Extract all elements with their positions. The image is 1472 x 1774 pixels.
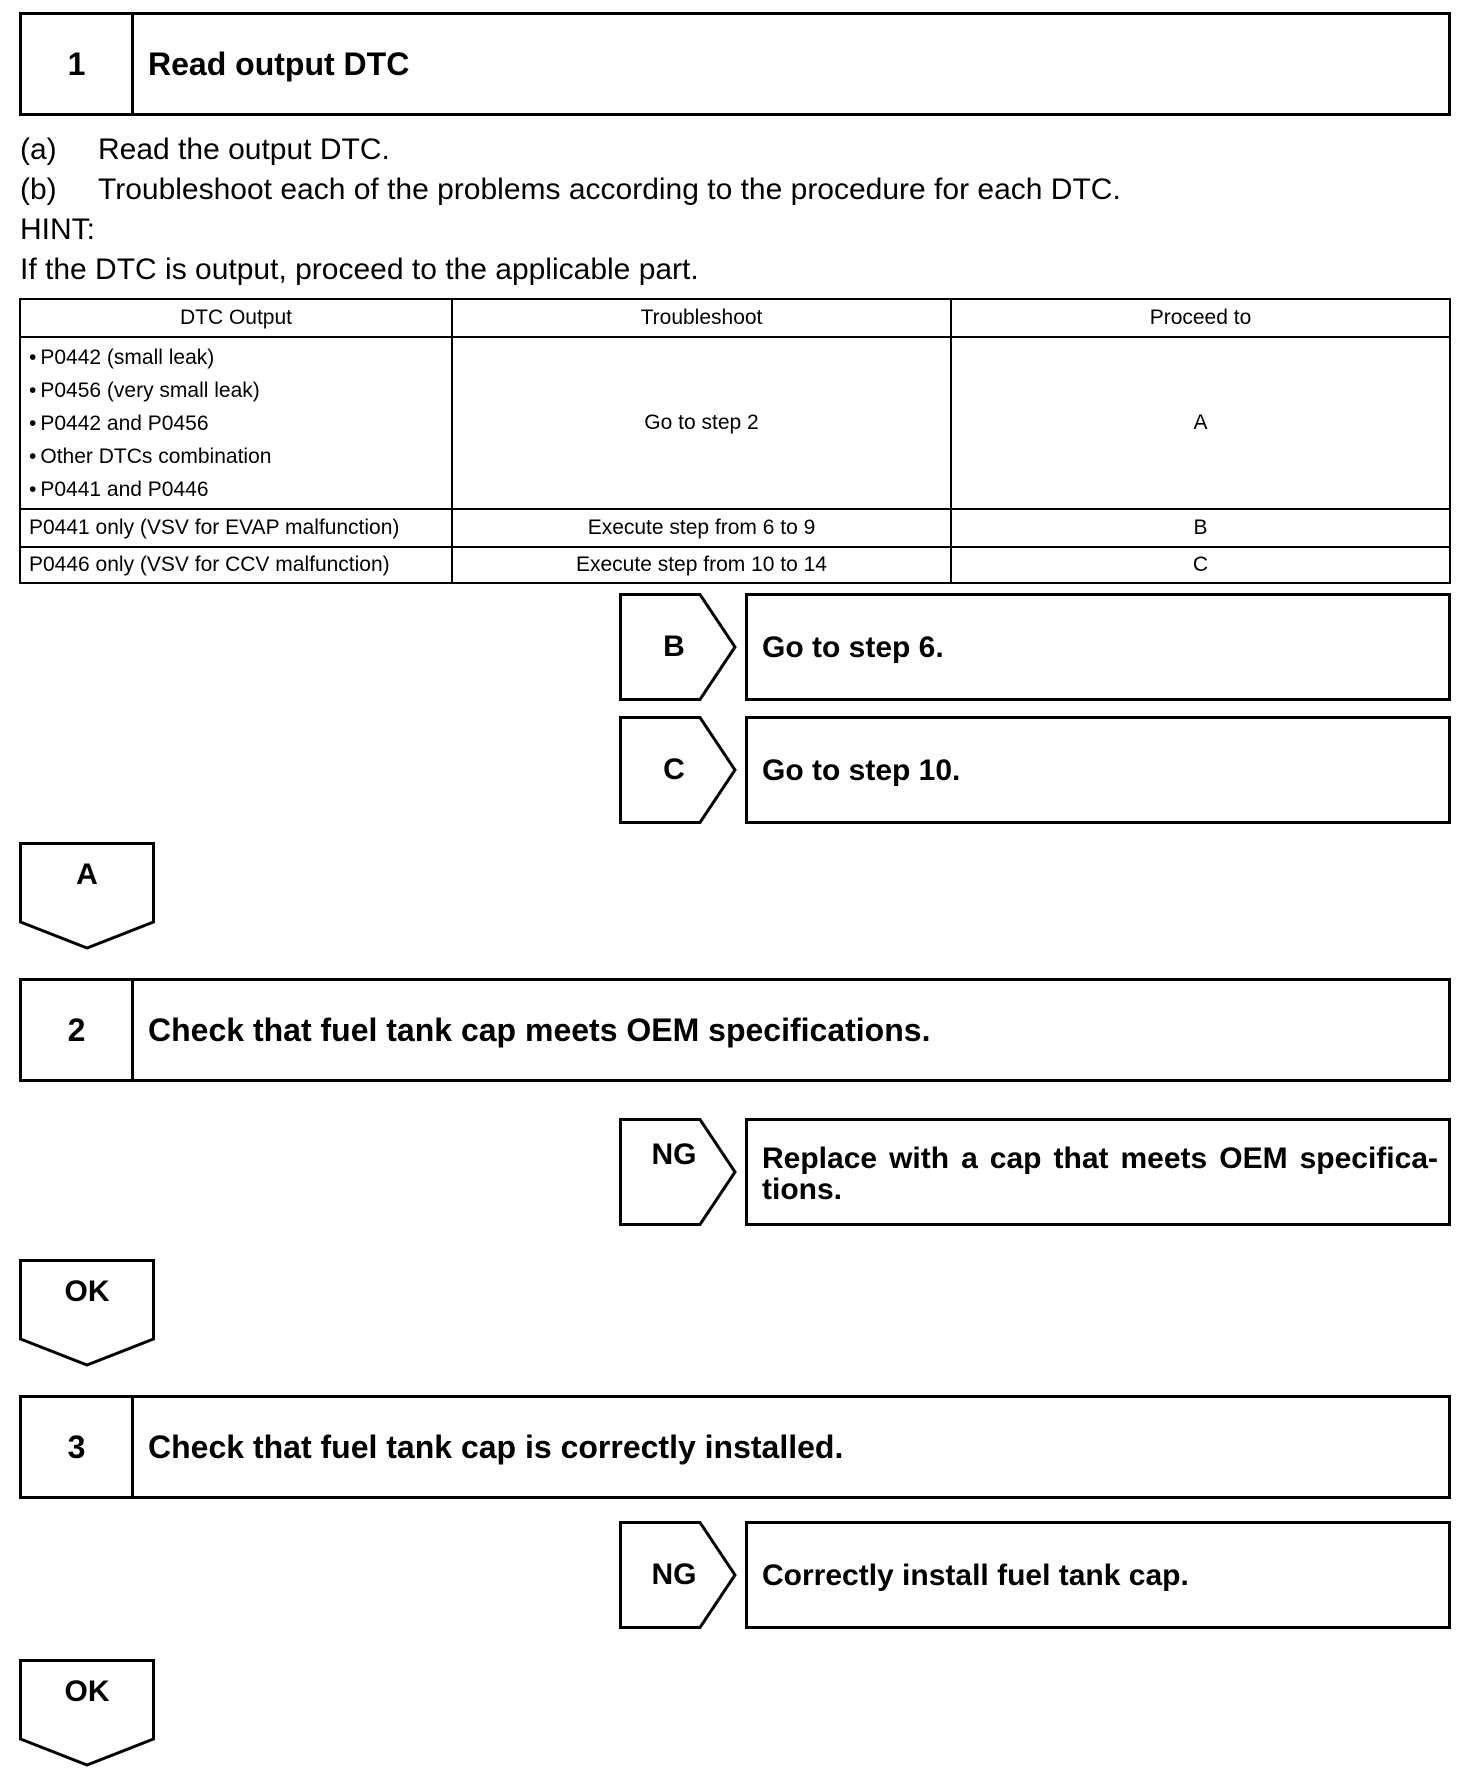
instruction-b-text: Troubleshoot each of the problems according to the procedure for each DTC. [98, 173, 1121, 206]
table-row [20, 509, 1450, 547]
flow-arrow-a [19, 842, 155, 952]
instruction-a-label: (a) [20, 133, 57, 166]
step-1-header [19, 12, 1451, 116]
step-number: 2 [22, 981, 134, 1079]
branch-code: C [663, 753, 685, 786]
list-item: • P0441 and P0446 [29, 477, 209, 501]
table-cell-dtc-list [20, 337, 452, 509]
hint-label: HINT: [20, 213, 95, 246]
flow-arrow-ok [19, 1659, 155, 1769]
step-number: 1 [22, 15, 134, 113]
branch-result: Go to step 6. [745, 593, 1451, 701]
list-item: • P0456 (very small leak) [29, 378, 260, 402]
list-item: • P0442 (small leak) [29, 345, 215, 369]
branch-result: Go to step 10. [745, 716, 1451, 824]
hint-text: If the DTC is output, proceed to the applicable part. [20, 253, 699, 286]
table-row [20, 337, 1450, 509]
flow-code: OK [64, 1675, 110, 1708]
branch-b [619, 593, 1451, 701]
step-3-header [19, 1395, 1451, 1499]
step-2-header [19, 978, 1451, 1082]
step-number: 3 [22, 1398, 134, 1496]
branch-result: Replace with a cap that meets OEM specifica- tions. [745, 1118, 1451, 1226]
table-cell: Execute step from 6 to 9 [452, 509, 951, 547]
step-title: Check that fuel tank cap is correctly installed. [148, 1428, 844, 1465]
table-cell: P0441 only (VSV for EVAP malfunction) [20, 509, 452, 547]
instruction-b [20, 172, 1121, 208]
table-cell: Go to step 2 [452, 337, 951, 509]
branch-ng-step-2 [619, 1118, 1451, 1226]
table-header-row [20, 299, 1450, 337]
instruction-a [20, 132, 390, 168]
table-cell: Execute step from 10 to 14 [452, 547, 951, 583]
dtc-table [19, 298, 1451, 584]
branch-result: Correctly install fuel tank cap. [745, 1521, 1451, 1629]
flow-code: A [76, 858, 98, 891]
branch-c [619, 716, 1451, 824]
list-item: • P0442 and P0456 [29, 411, 209, 435]
step-title: Check that fuel tank cap meets OEM specifications. [148, 1011, 931, 1048]
table-cell: A [951, 337, 1450, 509]
instruction-b-label: (b) [20, 173, 57, 206]
instruction-a-text: Read the output DTC. [98, 133, 390, 166]
branch-code: B [663, 630, 685, 663]
table-row [20, 547, 1450, 583]
flow-code: OK [64, 1275, 110, 1308]
table-header: DTC Output [20, 299, 452, 337]
table-cell: P0446 only (VSV for CCV malfunction) [20, 547, 452, 583]
table-header: Troubleshoot [452, 299, 951, 337]
branch-code: NG [651, 1138, 697, 1171]
table-cell: C [951, 547, 1450, 583]
flow-arrow-ok [19, 1259, 155, 1369]
table-cell: B [951, 509, 1450, 547]
list-item: • Other DTCs combination [29, 444, 272, 468]
step-title: Read output DTC [148, 45, 410, 82]
branch-code: NG [651, 1558, 697, 1591]
table-header: Proceed to [951, 299, 1450, 337]
branch-ng-step-3 [619, 1521, 1451, 1629]
